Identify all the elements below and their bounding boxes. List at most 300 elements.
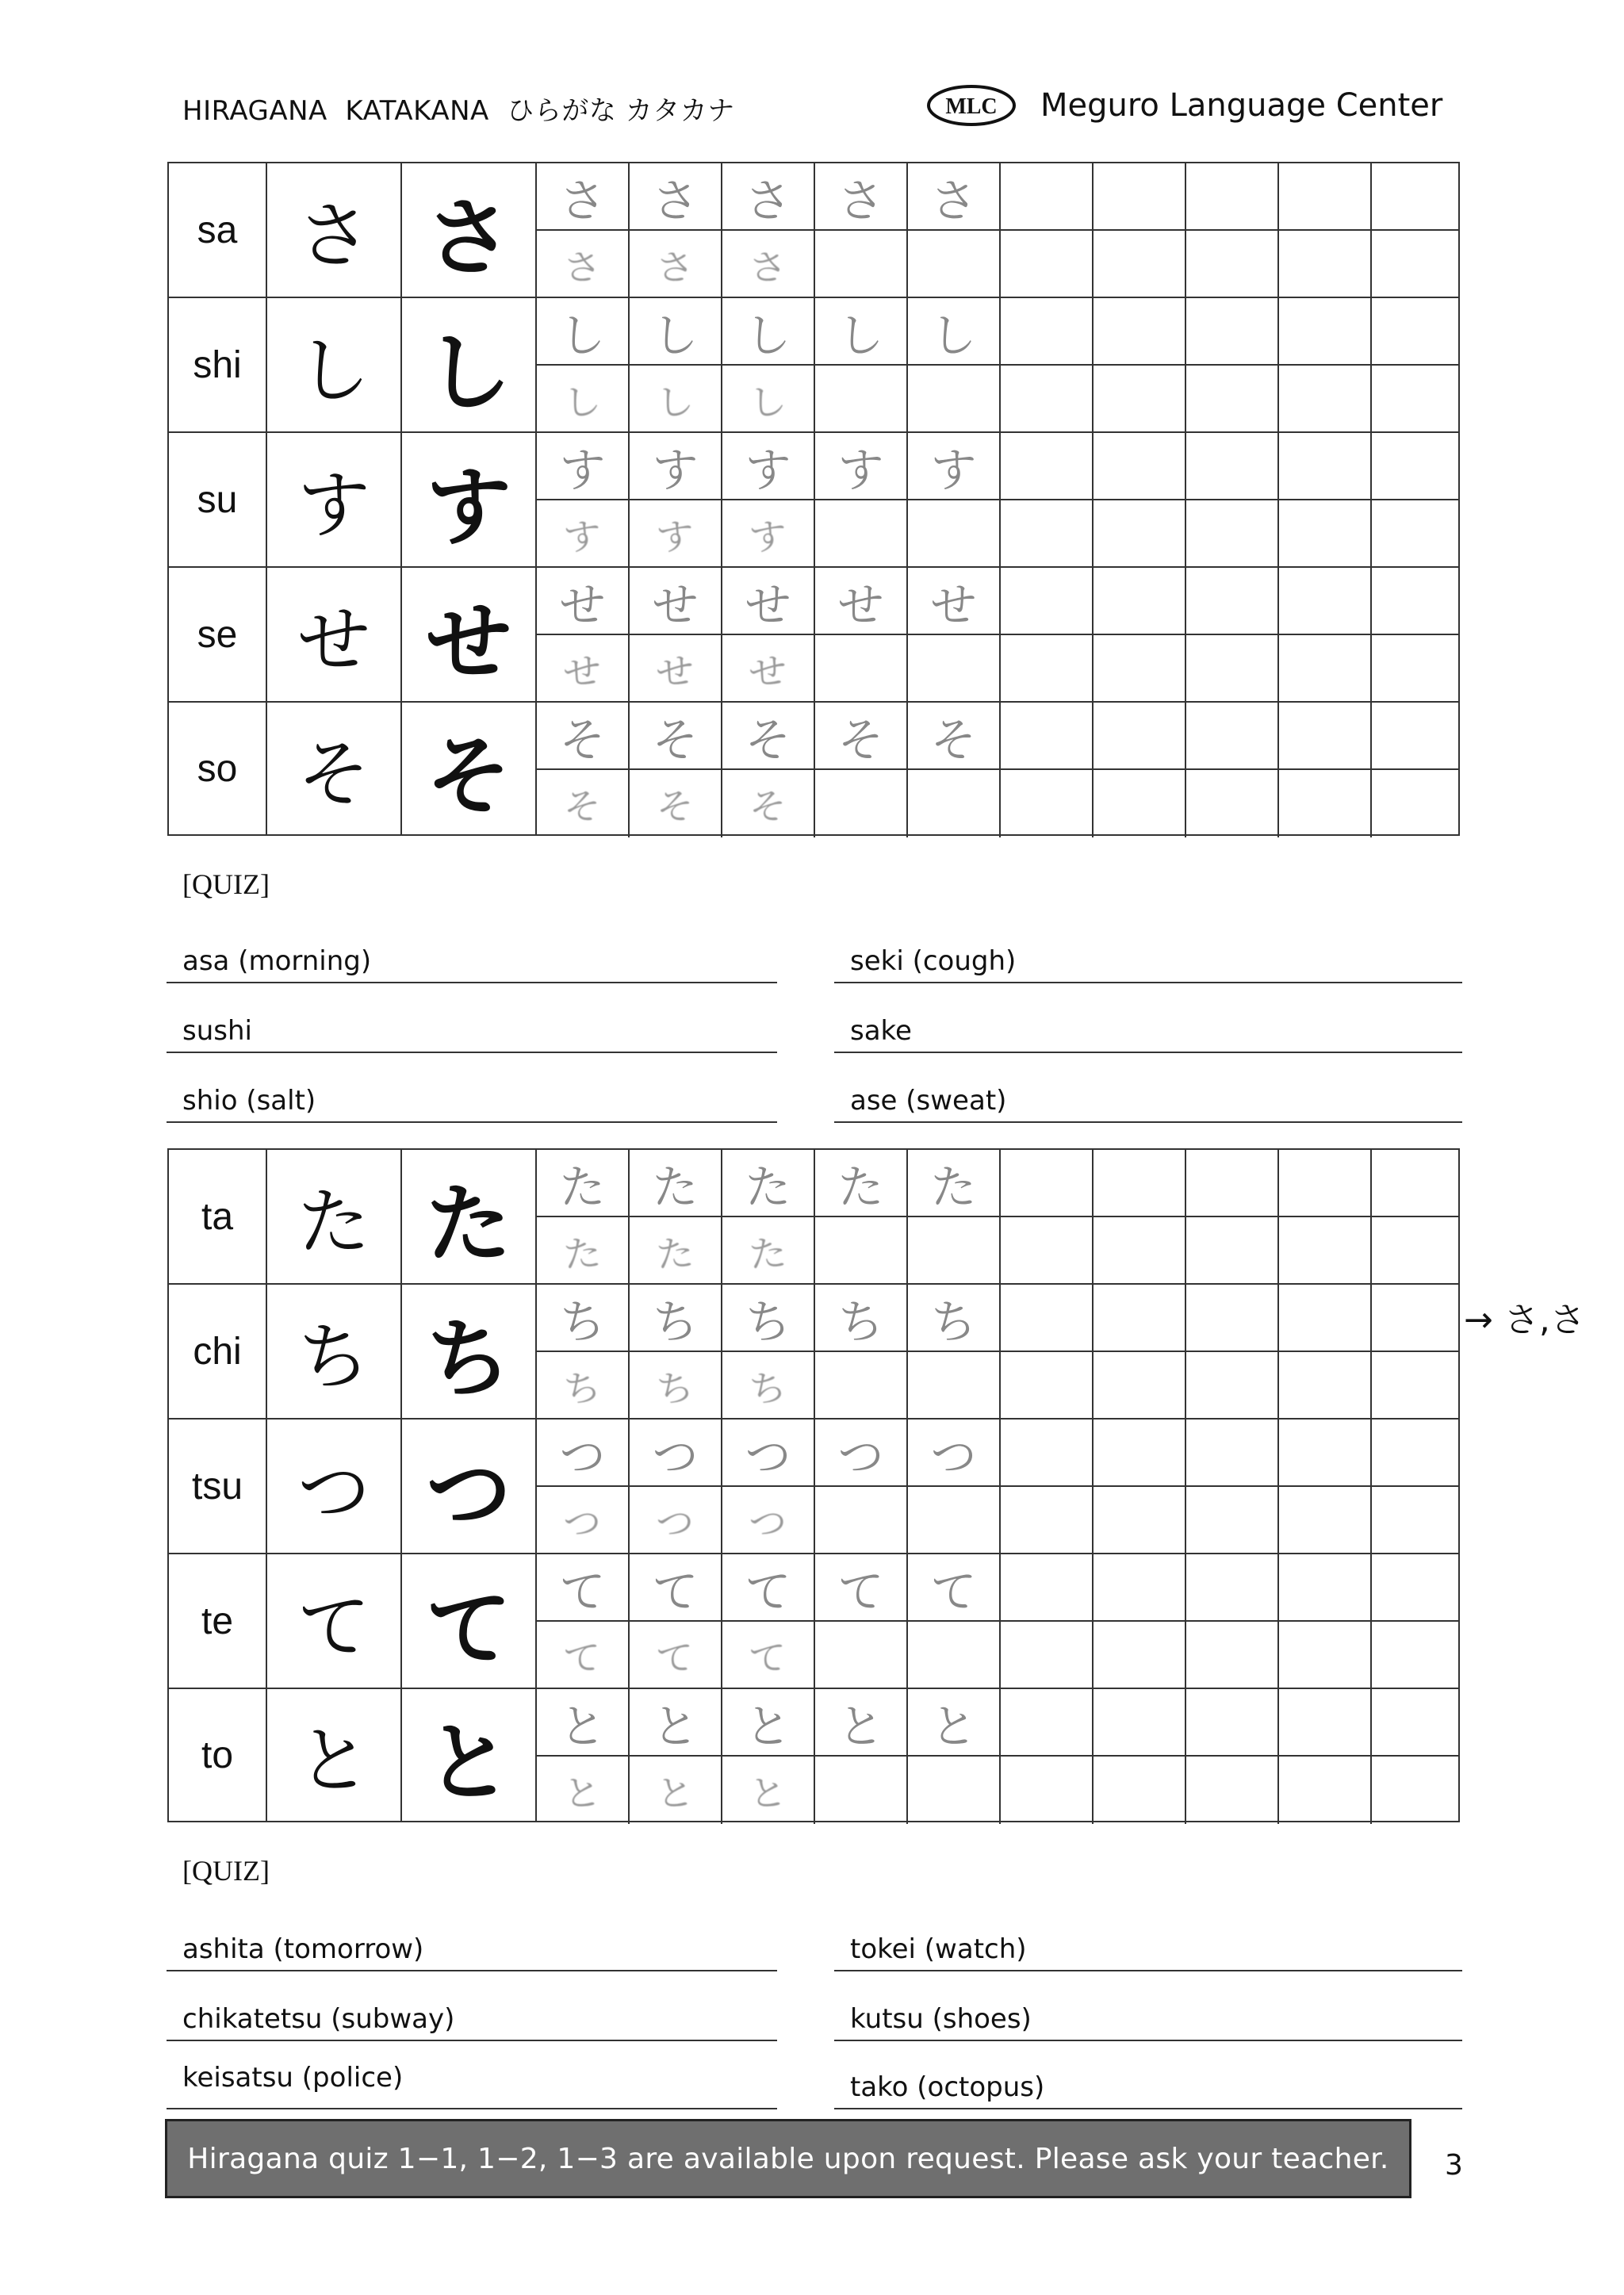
practice-cell[interactable]: [908, 500, 1001, 568]
practice-cell[interactable]: [815, 1285, 908, 1351]
practice-cell[interactable]: [1001, 500, 1094, 568]
practice-cell[interactable]: [1094, 1285, 1186, 1351]
trace-line[interactable]: [537, 163, 1458, 231]
practice-cell[interactable]: [1372, 1285, 1466, 1351]
practice-cell[interactable]: [630, 1150, 722, 1216]
practice-cell[interactable]: [630, 1420, 722, 1485]
practice-cell[interactable]: [1372, 231, 1466, 298]
trace-guide-glyph: て: [652, 1564, 699, 1619]
handwritten-sample-glyph: す: [748, 515, 789, 560]
practice-cell[interactable]: [1094, 1757, 1186, 1824]
practice-cell[interactable]: [908, 1150, 1001, 1216]
practice-cell[interactable]: [908, 163, 1001, 229]
practice-cell[interactable]: [1186, 635, 1279, 703]
practice-cell[interactable]: [1001, 1622, 1094, 1689]
practice-cell[interactable]: [722, 231, 815, 298]
quiz-answer-line[interactable]: [167, 2062, 777, 2109]
practice-cell[interactable]: [815, 231, 908, 298]
practice-cell[interactable]: [630, 1554, 722, 1620]
practice-cell[interactable]: [1186, 1217, 1279, 1285]
trace-line[interactable]: [537, 1420, 1458, 1487]
trace-guide-glyph: さ: [837, 173, 884, 228]
practice-cell[interactable]: [1094, 703, 1186, 768]
practice-cell[interactable]: [537, 231, 630, 298]
practice-cell[interactable]: [1372, 635, 1466, 703]
freehand-line[interactable]: [537, 1352, 1458, 1420]
practice-cell[interactable]: [537, 770, 630, 837]
practice-cell[interactable]: [1279, 500, 1372, 568]
kana-grid-ta-row: [167, 1148, 1460, 1822]
practice-area[interactable]: [537, 568, 1458, 701]
practice-cell[interactable]: [1186, 1487, 1279, 1554]
practice-cell[interactable]: [1094, 163, 1186, 229]
practice-cell[interactable]: [1372, 298, 1466, 364]
trace-line[interactable]: [537, 1554, 1458, 1622]
practice-cell[interactable]: [537, 1554, 630, 1620]
practice-cell[interactable]: [1094, 1622, 1186, 1689]
practice-cell[interactable]: [1001, 770, 1094, 837]
mlc-logo: [926, 84, 1017, 127]
trace-guide-glyph: ち: [837, 1294, 884, 1349]
practice-cell[interactable]: [1001, 1217, 1094, 1285]
practice-cell[interactable]: [1372, 500, 1466, 568]
trace-guide-glyph: つ: [745, 1429, 791, 1484]
practice-cell[interactable]: [537, 703, 630, 768]
practice-cell[interactable]: [815, 1420, 908, 1485]
practice-cell[interactable]: [1001, 703, 1094, 768]
kana-printed: そ: [402, 703, 537, 834]
quiz-answer-line[interactable]: [167, 1930, 777, 1971]
practice-cell[interactable]: [537, 1622, 630, 1689]
practice-cell[interactable]: [1094, 635, 1186, 703]
trace-guide-glyph: と: [652, 1699, 699, 1753]
practice-cell[interactable]: [722, 770, 815, 837]
freehand-line[interactable]: [537, 635, 1458, 703]
practice-cell[interactable]: [1372, 1150, 1466, 1216]
practice-area[interactable]: [537, 1554, 1458, 1688]
practice-cell[interactable]: [1279, 1622, 1372, 1689]
handwritten-sample-glyph: ち: [748, 1367, 789, 1412]
quiz-answer-line[interactable]: [167, 1012, 777, 1053]
practice-cell[interactable]: [1372, 1554, 1466, 1620]
practice-cell[interactable]: [630, 1352, 722, 1420]
practice-cell[interactable]: [1186, 1150, 1279, 1216]
practice-cell[interactable]: [1279, 433, 1372, 499]
trace-guide-glyph: さ: [559, 173, 606, 228]
practice-cell[interactable]: [908, 770, 1001, 837]
romaji-label: su: [169, 433, 267, 566]
practice-cell[interactable]: [1186, 770, 1279, 837]
freehand-line[interactable]: [537, 1487, 1458, 1554]
practice-cell[interactable]: [1094, 433, 1186, 499]
practice-cell[interactable]: [908, 1689, 1001, 1755]
practice-cell[interactable]: [1372, 1420, 1466, 1485]
practice-cell[interactable]: [1001, 298, 1094, 364]
kana-printed: さ: [402, 163, 537, 297]
practice-cell[interactable]: [722, 500, 815, 568]
practice-cell[interactable]: [1001, 231, 1094, 298]
practice-cell[interactable]: [722, 1757, 815, 1824]
practice-cell[interactable]: [722, 1217, 815, 1285]
practice-cell[interactable]: [630, 703, 722, 768]
practice-cell[interactable]: [1094, 1217, 1186, 1285]
practice-area[interactable]: [537, 1420, 1458, 1553]
trace-guide-glyph: ち: [930, 1294, 977, 1349]
practice-cell[interactable]: [1001, 1150, 1094, 1216]
practice-cell[interactable]: [537, 298, 630, 364]
practice-cell[interactable]: [1372, 568, 1466, 634]
practice-area[interactable]: [537, 1150, 1458, 1283]
practice-cell[interactable]: [722, 1420, 815, 1485]
practice-cell[interactable]: [722, 1487, 815, 1554]
practice-cell[interactable]: [537, 366, 630, 433]
practice-cell[interactable]: [1001, 635, 1094, 703]
handwritten-sample-glyph: と: [655, 1772, 696, 1816]
quiz-answer-line[interactable]: [167, 942, 777, 983]
practice-cell[interactable]: [1372, 163, 1466, 229]
practice-cell[interactable]: [1372, 433, 1466, 499]
practice-cell[interactable]: [722, 163, 815, 229]
practice-cell[interactable]: [1186, 703, 1279, 768]
trace-guide-glyph: つ: [930, 1429, 977, 1484]
practice-cell[interactable]: [1001, 163, 1094, 229]
kana-handwritten: そ: [267, 703, 402, 834]
practice-cell[interactable]: [1186, 1689, 1279, 1755]
kana-row: [167, 1283, 1460, 1418]
kana-handwritten: て: [267, 1554, 402, 1688]
romaji-label: ta: [169, 1150, 267, 1283]
practice-cell[interactable]: [537, 163, 630, 229]
practice-cell[interactable]: [1372, 770, 1466, 837]
practice-cell[interactable]: [1279, 1689, 1372, 1755]
practice-cell[interactable]: [815, 433, 908, 499]
trace-guide-glyph: さ: [652, 173, 699, 228]
kana-handwritten: さ: [267, 163, 402, 297]
practice-cell[interactable]: [537, 1217, 630, 1285]
handwritten-sample-glyph: さ: [748, 246, 789, 290]
practice-cell[interactable]: [630, 1217, 722, 1285]
kana-row: [167, 566, 1460, 701]
practice-cell[interactable]: [1001, 1420, 1094, 1485]
practice-cell[interactable]: [537, 635, 630, 703]
practice-cell[interactable]: [1279, 568, 1372, 634]
practice-cell[interactable]: [1279, 635, 1372, 703]
trace-line[interactable]: [537, 1689, 1458, 1757]
practice-cell[interactable]: [1001, 1285, 1094, 1351]
practice-cell[interactable]: [1279, 366, 1372, 433]
trace-line[interactable]: [537, 703, 1458, 770]
practice-cell[interactable]: [1186, 500, 1279, 568]
practice-cell[interactable]: [1186, 231, 1279, 298]
trace-guide-glyph: せ: [837, 577, 884, 632]
quiz-answer-line[interactable]: [167, 2000, 777, 2041]
practice-cell[interactable]: [815, 1217, 908, 1285]
practice-cell[interactable]: [722, 1689, 815, 1755]
practice-cell[interactable]: [1094, 1352, 1186, 1420]
practice-cell[interactable]: [630, 500, 722, 568]
practice-cell[interactable]: [1279, 298, 1372, 364]
practice-cell[interactable]: [908, 433, 1001, 499]
handwritten-sample-glyph: つ: [655, 1502, 696, 1546]
practice-cell[interactable]: [908, 703, 1001, 768]
practice-cell[interactable]: [1001, 1554, 1094, 1620]
practice-cell[interactable]: [815, 568, 908, 634]
practice-cell[interactable]: [815, 1757, 908, 1824]
freehand-line[interactable]: [537, 231, 1458, 298]
freehand-line[interactable]: [537, 770, 1458, 837]
practice-cell[interactable]: [1001, 1689, 1094, 1755]
practice-cell[interactable]: [1372, 1352, 1466, 1420]
handwritten-sample-glyph: て: [748, 1637, 789, 1681]
practice-cell[interactable]: [722, 703, 815, 768]
practice-cell[interactable]: [1279, 1150, 1372, 1216]
freehand-line[interactable]: [537, 1757, 1458, 1824]
practice-cell[interactable]: [630, 163, 722, 229]
practice-cell[interactable]: [1094, 770, 1186, 837]
trace-guide-glyph: ち: [745, 1294, 791, 1349]
practice-cell[interactable]: [1186, 298, 1279, 364]
practice-cell[interactable]: [815, 366, 908, 433]
quiz-answer-line[interactable]: [167, 1082, 777, 1123]
trace-guide-glyph: た: [930, 1159, 977, 1214]
practice-cell[interactable]: [908, 1285, 1001, 1351]
kana-handwritten: し: [267, 298, 402, 431]
quiz-prompt: seki (cough): [850, 945, 1017, 977]
practice-cell[interactable]: [630, 1285, 722, 1351]
practice-cell[interactable]: [1001, 433, 1094, 499]
practice-cell[interactable]: [722, 1622, 815, 1689]
practice-cell[interactable]: [1279, 231, 1372, 298]
practice-cell[interactable]: [630, 1689, 722, 1755]
trace-guide-glyph: せ: [559, 577, 606, 632]
practice-cell[interactable]: [1094, 298, 1186, 364]
practice-cell[interactable]: [537, 1689, 630, 1755]
practice-cell[interactable]: [1001, 568, 1094, 634]
practice-cell[interactable]: [1279, 1217, 1372, 1285]
practice-area[interactable]: [537, 1689, 1458, 1821]
practice-area[interactable]: [537, 163, 1458, 297]
brand-name: Meguro Language Center: [1040, 87, 1443, 124]
practice-cell[interactable]: [1186, 1352, 1279, 1420]
practice-cell[interactable]: [537, 1420, 630, 1485]
practice-cell[interactable]: [1372, 1622, 1466, 1689]
practice-cell[interactable]: [1186, 366, 1279, 433]
practice-cell[interactable]: [815, 1622, 908, 1689]
quiz-title: [QUIZ]: [182, 1855, 270, 1887]
quiz-prompt: keisatsu (police): [182, 2062, 404, 2094]
practice-cell[interactable]: [1186, 1420, 1279, 1485]
practice-cell[interactable]: [1372, 1689, 1466, 1755]
practice-cell[interactable]: [630, 635, 722, 703]
practice-cell[interactable]: [722, 1150, 815, 1216]
trace-guide-glyph: せ: [652, 577, 699, 632]
trace-line[interactable]: [537, 568, 1458, 635]
quiz-answer-line[interactable]: [834, 1012, 1462, 1053]
kana-handwritten: す: [267, 433, 402, 566]
practice-cell[interactable]: [1001, 1757, 1094, 1824]
practice-cell[interactable]: [1279, 1757, 1372, 1824]
kana-printed: た: [402, 1150, 537, 1283]
quiz-prompt: shio (salt): [182, 1085, 316, 1117]
practice-cell[interactable]: [815, 1352, 908, 1420]
practice-cell[interactable]: [815, 500, 908, 568]
practice-cell[interactable]: [1186, 433, 1279, 499]
practice-cell[interactable]: [1094, 1150, 1186, 1216]
practice-cell[interactable]: [537, 1757, 630, 1824]
quiz-answer-line[interactable]: [834, 2068, 1462, 2109]
practice-cell[interactable]: [722, 635, 815, 703]
trace-guide-glyph: さ: [930, 173, 977, 228]
practice-cell[interactable]: [1372, 1217, 1466, 1285]
practice-cell[interactable]: [1094, 1487, 1186, 1554]
romaji-label: so: [169, 703, 267, 834]
practice-cell[interactable]: [537, 568, 630, 634]
practice-cell[interactable]: [1279, 1554, 1372, 1620]
practice-cell[interactable]: [722, 1352, 815, 1420]
practice-cell[interactable]: [630, 770, 722, 837]
practice-cell[interactable]: [1186, 568, 1279, 634]
trace-guide-glyph: た: [837, 1159, 884, 1214]
practice-cell[interactable]: [815, 163, 908, 229]
kana-printed: と: [402, 1689, 537, 1821]
practice-cell[interactable]: [908, 635, 1001, 703]
practice-cell[interactable]: [815, 1689, 908, 1755]
practice-area[interactable]: [537, 1285, 1458, 1418]
practice-cell[interactable]: [1186, 1622, 1279, 1689]
practice-cell[interactable]: [630, 298, 722, 364]
practice-cell[interactable]: [908, 298, 1001, 364]
trace-line[interactable]: [537, 1285, 1458, 1352]
practice-cell[interactable]: [908, 1352, 1001, 1420]
practice-cell[interactable]: [1001, 1487, 1094, 1554]
practice-cell[interactable]: [722, 1554, 815, 1620]
trace-line[interactable]: [537, 298, 1458, 366]
practice-cell[interactable]: [1279, 703, 1372, 768]
practice-cell[interactable]: [1279, 1487, 1372, 1554]
practice-cell[interactable]: [1094, 231, 1186, 298]
practice-cell[interactable]: [908, 568, 1001, 634]
practice-cell[interactable]: [908, 1420, 1001, 1485]
practice-cell[interactable]: [908, 1487, 1001, 1554]
practice-cell[interactable]: [815, 770, 908, 837]
practice-cell[interactable]: [1186, 1554, 1279, 1620]
practice-cell[interactable]: [537, 1285, 630, 1351]
quiz-answer-line[interactable]: [834, 1082, 1462, 1123]
practice-cell[interactable]: [1372, 703, 1466, 768]
practice-cell[interactable]: [1372, 1487, 1466, 1554]
practice-cell[interactable]: [630, 366, 722, 433]
practice-cell[interactable]: [537, 433, 630, 499]
practice-area[interactable]: [537, 298, 1458, 431]
practice-cell[interactable]: [722, 298, 815, 364]
handwritten-sample-glyph: た: [748, 1232, 789, 1277]
practice-cell[interactable]: [1094, 1689, 1186, 1755]
practice-cell[interactable]: [908, 1554, 1001, 1620]
quiz-answer-line[interactable]: [834, 2000, 1462, 2041]
practice-cell[interactable]: [537, 1352, 630, 1420]
practice-cell[interactable]: [1001, 1352, 1094, 1420]
trace-guide-glyph: た: [652, 1159, 699, 1214]
practice-cell[interactable]: [537, 500, 630, 568]
practice-cell[interactable]: [1001, 366, 1094, 433]
handwritten-sample-glyph: せ: [562, 650, 603, 695]
practice-area[interactable]: [537, 433, 1458, 566]
practice-cell[interactable]: [815, 635, 908, 703]
handwritten-sample-glyph: と: [562, 1772, 603, 1816]
practice-cell[interactable]: [1372, 366, 1466, 433]
practice-cell[interactable]: [537, 1150, 630, 1216]
practice-cell[interactable]: [908, 1622, 1001, 1689]
practice-cell[interactable]: [1094, 366, 1186, 433]
practice-cell[interactable]: [1186, 1285, 1279, 1351]
practice-cell[interactable]: [1279, 163, 1372, 229]
practice-cell[interactable]: [1186, 163, 1279, 229]
practice-cell[interactable]: [815, 1487, 908, 1554]
trace-guide-glyph: し: [559, 308, 606, 362]
practice-cell[interactable]: [630, 433, 722, 499]
kana-row: [167, 701, 1460, 836]
practice-cell[interactable]: [1094, 1554, 1186, 1620]
practice-cell[interactable]: [1094, 500, 1186, 568]
practice-cell[interactable]: [1279, 1420, 1372, 1485]
trace-guide-glyph: た: [745, 1159, 791, 1214]
trace-line[interactable]: [537, 433, 1458, 500]
practice-cell[interactable]: [908, 366, 1001, 433]
quiz-answer-line[interactable]: [834, 942, 1462, 983]
quiz-answer-line[interactable]: [834, 1930, 1462, 1971]
practice-cell[interactable]: [537, 1487, 630, 1554]
practice-cell[interactable]: [1094, 568, 1186, 634]
practice-cell[interactable]: [908, 231, 1001, 298]
romaji-label: sa: [169, 163, 267, 297]
practice-cell[interactable]: [722, 568, 815, 634]
freehand-line[interactable]: [537, 500, 1458, 568]
kana-printed: し: [402, 298, 537, 431]
practice-cell[interactable]: [815, 703, 908, 768]
practice-cell[interactable]: [630, 231, 722, 298]
practice-cell[interactable]: [815, 298, 908, 364]
kana-handwritten: ち: [267, 1285, 402, 1418]
practice-cell[interactable]: [722, 366, 815, 433]
romaji-label: te: [169, 1554, 267, 1688]
trace-line[interactable]: [537, 1150, 1458, 1217]
freehand-line[interactable]: [537, 366, 1458, 433]
practice-cell[interactable]: [1186, 1757, 1279, 1824]
practice-cell[interactable]: [815, 1150, 908, 1216]
practice-cell[interactable]: [908, 1217, 1001, 1285]
practice-cell[interactable]: [630, 568, 722, 634]
practice-cell[interactable]: [630, 1622, 722, 1689]
practice-cell[interactable]: [1094, 1420, 1186, 1485]
practice-cell[interactable]: [1372, 1757, 1466, 1824]
svg-text:MLC: MLC: [945, 94, 998, 119]
practice-cell[interactable]: [1279, 1285, 1372, 1351]
practice-cell[interactable]: [722, 433, 815, 499]
practice-cell[interactable]: [630, 1487, 722, 1554]
freehand-line[interactable]: [537, 1217, 1458, 1285]
practice-cell[interactable]: [1279, 770, 1372, 837]
practice-cell[interactable]: [1279, 1352, 1372, 1420]
practice-cell[interactable]: [630, 1757, 722, 1824]
practice-area[interactable]: [537, 703, 1458, 834]
practice-cell[interactable]: [908, 1757, 1001, 1824]
romaji-label: se: [169, 568, 267, 701]
practice-cell[interactable]: [722, 1285, 815, 1351]
footer-notice: [165, 2119, 1411, 2198]
practice-cell[interactable]: [815, 1554, 908, 1620]
freehand-line[interactable]: [537, 1622, 1458, 1689]
trace-guide-glyph: す: [930, 443, 977, 497]
